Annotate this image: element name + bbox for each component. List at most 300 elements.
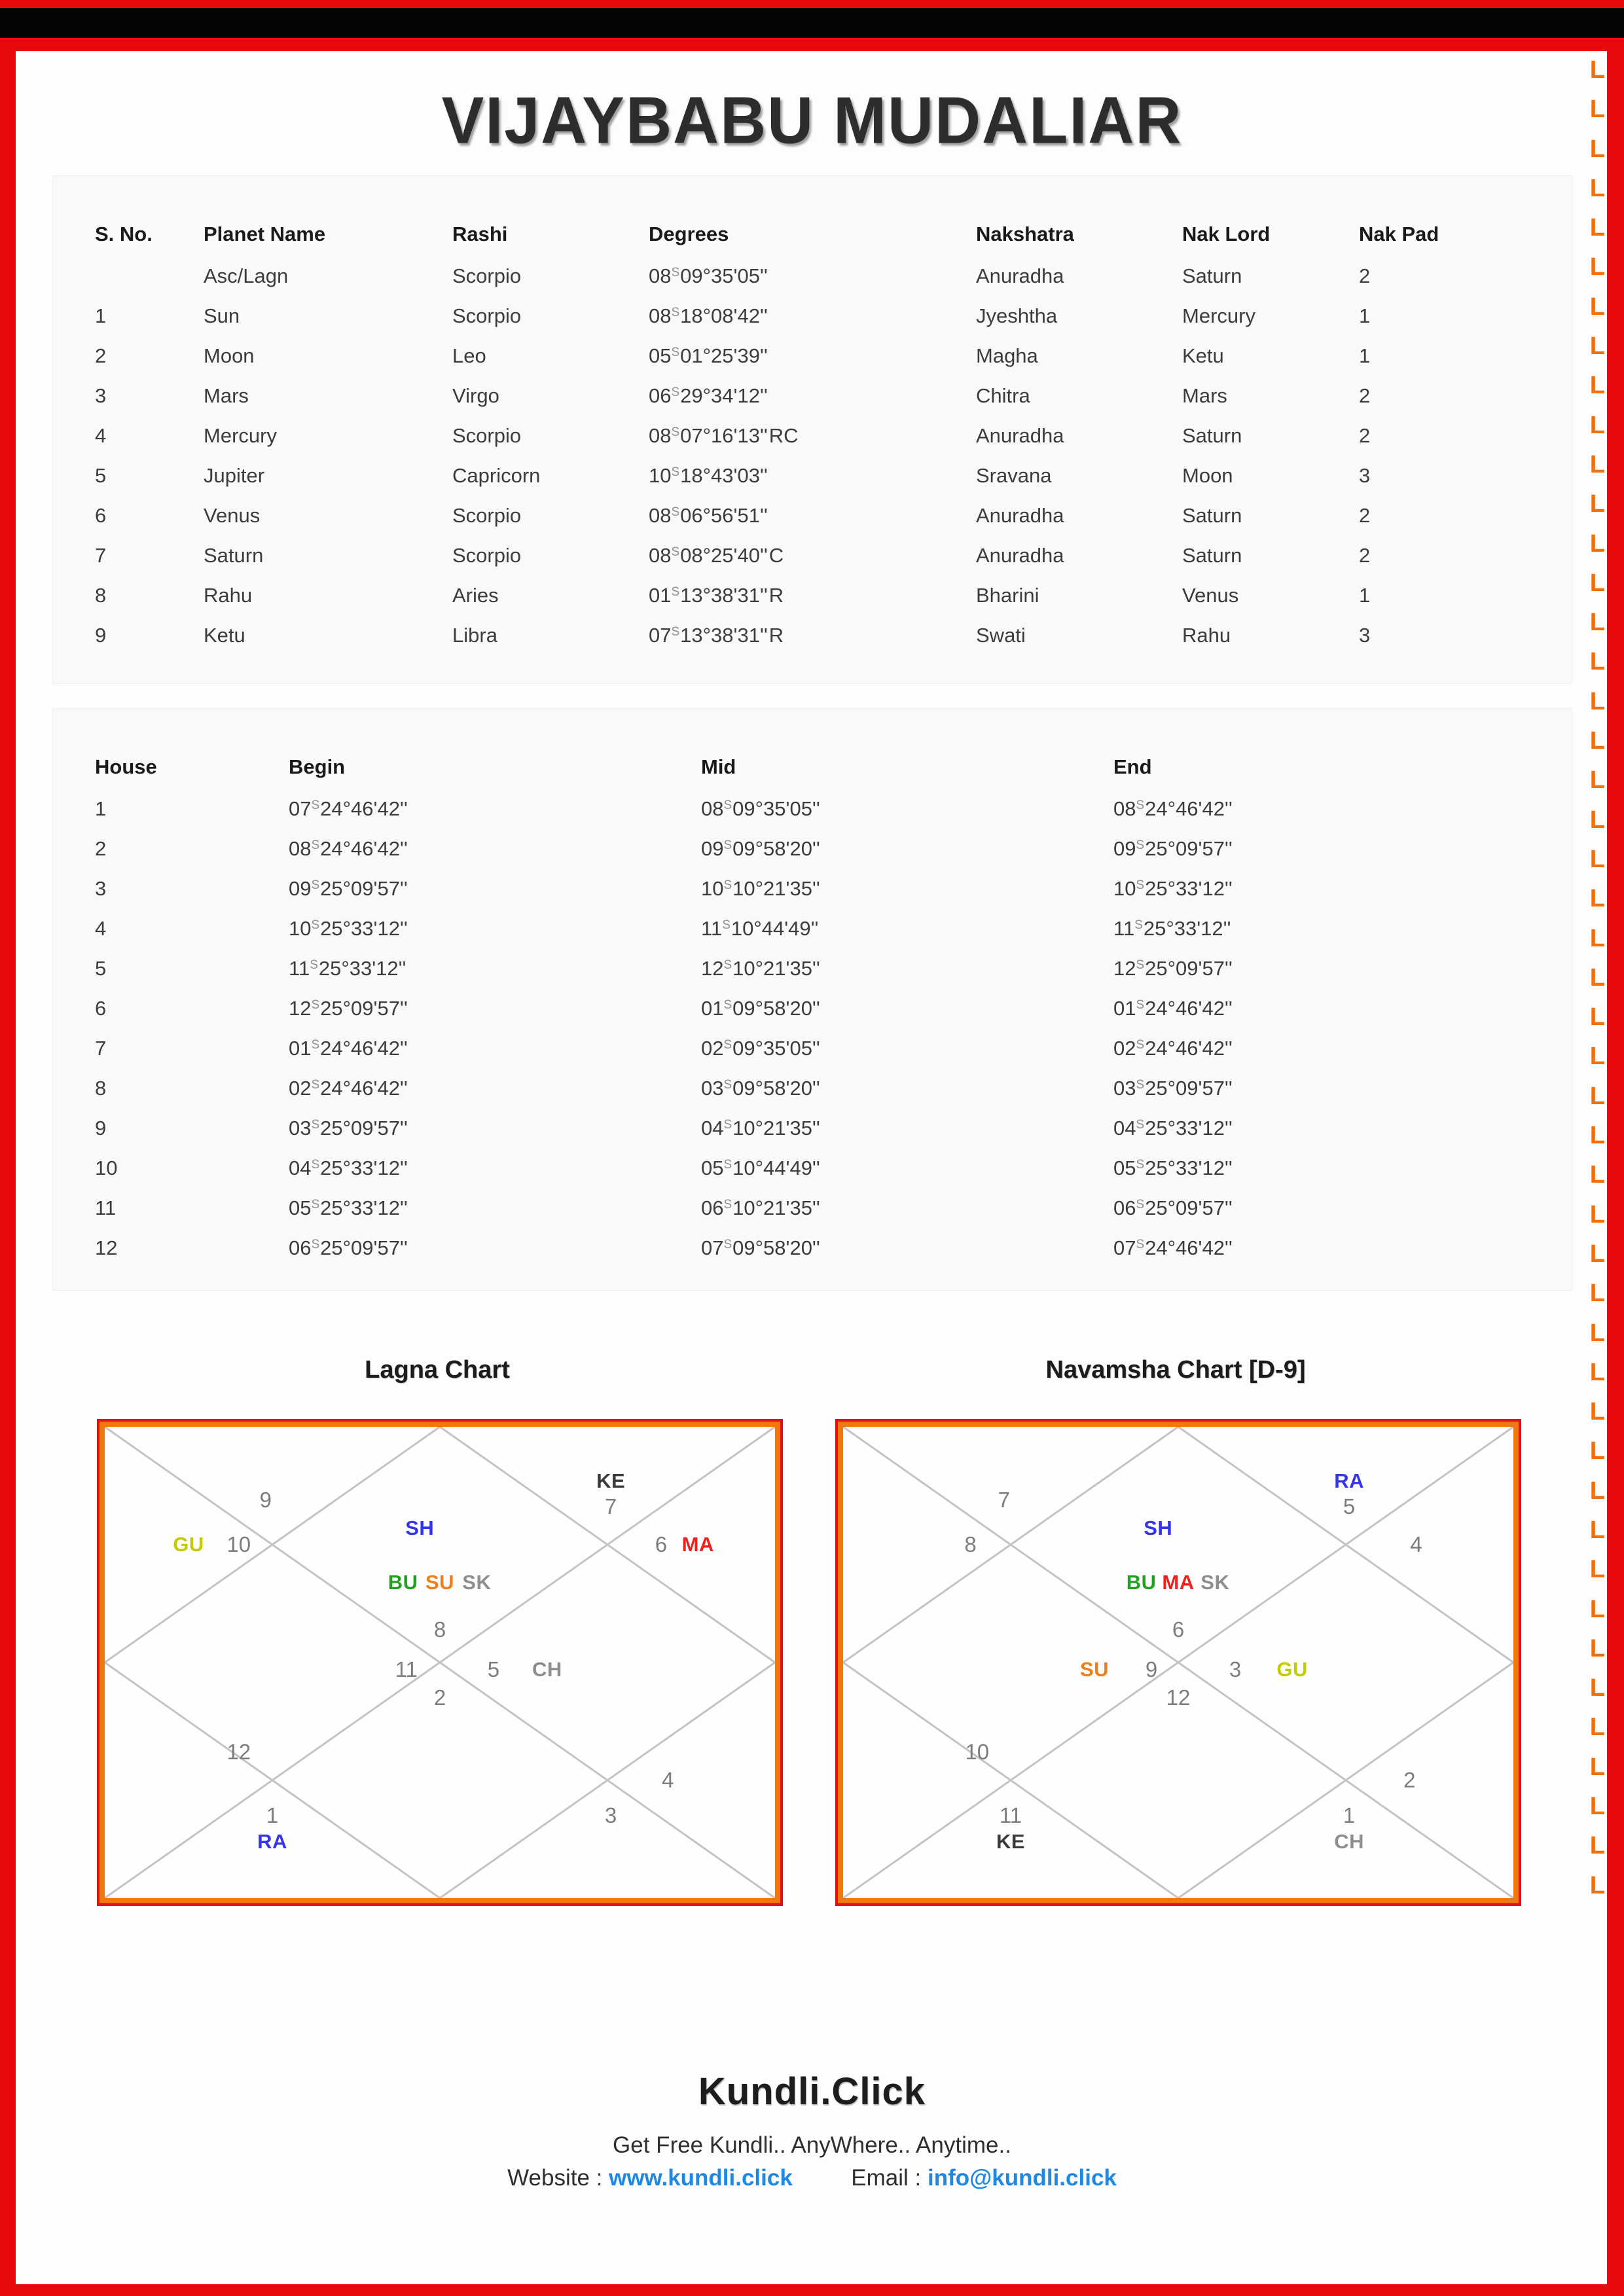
planet-cell-rashi: Aries <box>452 583 499 607</box>
edge-glyph: L <box>1589 1477 1605 1505</box>
planet-cell-nak-lord: Saturn <box>1182 423 1242 447</box>
house-cell-number: 7 <box>95 1036 107 1060</box>
house-cell-end: $10^S25^\circ 33'12''$ <box>1113 876 1233 900</box>
house-cell-end: $08^S24^\circ 46'42''$ <box>1113 797 1233 820</box>
house-cell-mid: $03^S09^\circ 58'20''$ <box>701 1076 820 1100</box>
planet-table-header-row <box>95 213 1559 256</box>
planet-cell-name: Jupiter <box>204 463 265 487</box>
planet-cell-name: Asc/Lagn <box>204 264 289 287</box>
house-table-header: Begin <box>289 755 346 778</box>
sign-superscript: S <box>311 1157 320 1172</box>
house-cell-end: $07^S24^\circ 46'42''$ <box>1113 1236 1233 1259</box>
planet-cell-nak-lord: Ketu <box>1182 344 1224 367</box>
sign-superscript: S <box>310 958 318 972</box>
sign-superscript: S <box>311 1237 320 1251</box>
planet-cell-nak-pad: 2 <box>1359 423 1371 447</box>
house-cell-mid: $02^S09^\circ 35'05''$ <box>701 1036 820 1060</box>
sign-superscript: S <box>671 425 680 439</box>
planet-cell-rashi: Scorpio <box>452 543 522 567</box>
house-cell-number: 11 <box>95 1196 117 1219</box>
chart-planet-label: SH <box>1144 1516 1173 1539</box>
house-cell-number: 3 <box>95 876 107 900</box>
email-label: Email : <box>851 2165 922 2191</box>
planet-cell-nakshatra: Anuradha <box>976 543 1064 567</box>
chart-house-number: 9 <box>259 1487 272 1512</box>
page-title: VIJAYBABU MUDALIAR <box>441 82 1183 158</box>
planet-cell-name: Sun <box>204 304 240 327</box>
planet-cell-degrees: $10^S18^\circ 43'03''$ <box>649 463 768 487</box>
sign-superscript: S <box>671 584 680 599</box>
chart-house-number: 8 <box>964 1532 977 1556</box>
house-table-row <box>95 829 1559 869</box>
planet-cell-nakshatra: Anuradha <box>976 423 1064 447</box>
planet-cell-nakshatra: Jyeshtha <box>976 304 1058 327</box>
house-cell-begin: $09^S25^\circ 09'57''$ <box>289 876 408 900</box>
sign-superscript: S <box>311 798 320 812</box>
house-table-row <box>95 789 1559 829</box>
website-link[interactable]: www.kundli.click <box>609 2165 793 2191</box>
house-cell-mid: $01^S09^\circ 58'20''$ <box>701 996 820 1020</box>
edge-glyph: L <box>1589 885 1605 913</box>
planet-cell-nak-pad: 2 <box>1359 264 1371 287</box>
sign-superscript: S <box>1136 1117 1145 1132</box>
planet-cell-degrees: $01^S13^\circ 38'31''R$ <box>649 583 784 607</box>
planet-cell-rashi: Scorpio <box>452 264 522 287</box>
planet-cell-sno: 5 <box>95 463 107 487</box>
sign-superscript: S <box>723 1037 732 1052</box>
house-cell-mid: $06^S10^\circ 21'35''$ <box>701 1196 820 1219</box>
planet-cell-nak-pad: 3 <box>1359 623 1371 647</box>
chart-house-number: 10 <box>226 1532 251 1556</box>
chart-house-number: 11 <box>999 1803 1022 1827</box>
planet-cell-nak-lord: Saturn <box>1182 543 1242 567</box>
chart-planet-label: MA <box>681 1533 714 1556</box>
planet-table-header: Planet Name <box>204 223 326 245</box>
chart-house-number: 2 <box>1403 1768 1416 1792</box>
footer-links <box>0 2165 1624 2191</box>
edge-glyph: L <box>1589 1674 1605 1702</box>
edge-glyph: L <box>1589 450 1605 478</box>
planet-cell-name: Mercury <box>204 423 277 447</box>
chart-planet-label: GU <box>173 1533 204 1556</box>
house-cell-mid: $05^S10^\circ 44'49''$ <box>701 1156 820 1179</box>
navamsha-chart-inner <box>838 1422 1519 1903</box>
sign-superscript: S <box>723 958 732 972</box>
footer-tagline: Get Free Kundli.. AnyWhere.. Anytime.. <box>613 2132 1011 2158</box>
planet-table-row <box>95 535 1559 575</box>
sign-superscript: S <box>723 1197 732 1211</box>
planet-table-header: Nakshatra <box>976 223 1074 245</box>
planet-cell-nakshatra: Chitra <box>976 384 1030 407</box>
chart-planet-label: CH <box>532 1657 562 1681</box>
planet-cell-nak-lord: Mercury <box>1182 304 1255 327</box>
edge-glyph: L <box>1589 648 1605 676</box>
chart-planet-label: BU <box>388 1570 418 1594</box>
sign-superscript: S <box>311 838 320 852</box>
house-cell-end: $12^S25^\circ 09'57''$ <box>1113 956 1233 980</box>
planet-cell-name: Mars <box>204 384 249 407</box>
sign-superscript: S <box>311 1117 320 1132</box>
sign-superscript: S <box>723 798 732 812</box>
planet-cell-nak-lord: Mars <box>1182 384 1227 407</box>
planet-table-header: Nak Pad <box>1359 223 1439 245</box>
edge-glyph: L <box>1589 766 1605 795</box>
sign-superscript: S <box>311 1077 320 1092</box>
house-cell-mid: $04^S10^\circ 21'35''$ <box>701 1116 820 1139</box>
planet-cell-nak-pad: 1 <box>1359 304 1371 327</box>
degree-suffix: R <box>768 583 784 607</box>
house-cell-end: $02^S24^\circ 46'42''$ <box>1113 1036 1233 1060</box>
planet-cell-nakshatra: Swati <box>976 623 1026 647</box>
edge-glyph: L <box>1589 1082 1605 1110</box>
edge-glyph: L <box>1589 1240 1605 1268</box>
frame-right <box>1607 0 1624 2296</box>
sign-superscript: S <box>671 465 680 479</box>
email-link[interactable]: info@kundli.click <box>927 2165 1117 2191</box>
planet-table-row <box>95 456 1559 495</box>
planet-cell-sno: 2 <box>95 344 107 367</box>
house-cell-begin: $08^S24^\circ 46'42''$ <box>289 836 408 860</box>
planet-cell-degrees: $08^S09^\circ 35'05''$ <box>649 264 768 287</box>
edge-glyph: L <box>1589 293 1605 321</box>
planet-cell-nak-lord: Saturn <box>1182 503 1242 527</box>
planet-cell-rashi: Scorpio <box>452 503 522 527</box>
house-table-header-row <box>95 745 1559 789</box>
edge-glyph: L <box>1589 214 1605 242</box>
house-cell-mid: $12^S10^\circ 21'35''$ <box>701 956 820 980</box>
frame-top-red-outer <box>0 0 1624 8</box>
sign-superscript: S <box>671 505 680 519</box>
sign-superscript: S <box>1136 997 1145 1012</box>
planet-cell-nak-pad: 2 <box>1359 503 1371 527</box>
planet-cell-nak-pad: 2 <box>1359 543 1371 567</box>
sign-superscript: S <box>311 1197 320 1211</box>
edge-glyph: L <box>1589 1793 1605 1821</box>
sign-superscript: S <box>723 1237 732 1251</box>
house-table <box>95 745 1559 1268</box>
edge-glyph: L <box>1589 727 1605 755</box>
house-cell-mid: $07^S09^\circ 58'20''$ <box>701 1236 820 1259</box>
planet-cell-nak-lord: Moon <box>1182 463 1233 487</box>
frame-top-red-inner <box>0 38 1624 51</box>
house-cell-begin: $12^S25^\circ 09'57''$ <box>289 996 408 1020</box>
planet-table-header: Rashi <box>452 223 508 245</box>
sign-superscript: S <box>1136 1197 1145 1211</box>
edge-glyph: L <box>1589 411 1605 439</box>
edge-glyph: L <box>1589 609 1605 637</box>
sign-superscript: S <box>723 838 732 852</box>
house-cell-number: 1 <box>95 797 107 820</box>
house-cell-mid: $11^S10^\circ 44'49''$ <box>701 916 819 940</box>
planet-table-row <box>95 416 1559 456</box>
house-table-row <box>95 1188 1559 1228</box>
edge-glyph: L <box>1589 253 1605 281</box>
sign-superscript: S <box>671 545 680 559</box>
planet-cell-name: Rahu <box>204 583 253 607</box>
sign-superscript: S <box>722 918 731 932</box>
planet-cell-nakshatra: Magha <box>976 344 1038 367</box>
planet-cell-nak-pad: 1 <box>1359 583 1371 607</box>
house-table-header: End <box>1113 755 1152 778</box>
lagna-chart-title: Lagna Chart <box>365 1356 510 1384</box>
planet-table-row <box>95 296 1559 336</box>
sign-superscript: S <box>723 878 732 892</box>
planet-cell-name: Saturn <box>204 543 264 567</box>
edge-glyph: L <box>1589 490 1605 518</box>
house-cell-begin: $07^S24^\circ 46'42''$ <box>289 797 408 820</box>
chart-house-number: 4 <box>1410 1532 1422 1556</box>
planet-cell-sno: 9 <box>95 623 107 647</box>
sign-superscript: S <box>671 624 680 639</box>
chart-house-number: 6 <box>655 1532 668 1556</box>
house-cell-begin: $11^S25^\circ 33'12''$ <box>289 956 406 980</box>
degree-suffix: RC <box>768 423 799 447</box>
chart-planet-label: MA <box>1162 1570 1195 1594</box>
edge-glyph: L <box>1589 135 1605 163</box>
edge-glyph: L <box>1589 1280 1605 1308</box>
chart-house-number: 2 <box>433 1685 446 1710</box>
house-cell-number: 12 <box>95 1236 118 1259</box>
chart-house-number: 7 <box>998 1487 1010 1512</box>
chart-planet-label: BU <box>1126 1570 1157 1594</box>
planet-table-row <box>95 615 1559 655</box>
chart-house-number: 1 <box>1343 1803 1356 1827</box>
chart-planet-label: SK <box>1200 1570 1230 1594</box>
frame-bottom <box>0 2284 1624 2296</box>
planet-cell-nak-lord: Rahu <box>1182 623 1231 647</box>
edge-glyph: L <box>1589 569 1605 597</box>
planet-cell-degrees: $05^S01^\circ 25'39''$ <box>649 344 768 367</box>
chart-house-number: 9 <box>1145 1657 1158 1681</box>
navamsha-chart-title: Navamsha Chart [D-9] <box>1045 1356 1306 1384</box>
house-cell-number: 10 <box>95 1156 118 1179</box>
edge-glyph: L <box>1589 529 1605 558</box>
house-cell-end: $03^S25^\circ 09'57''$ <box>1113 1076 1233 1100</box>
planet-cell-nakshatra: Sravana <box>976 463 1052 487</box>
planet-cell-nak-pad: 3 <box>1359 463 1371 487</box>
chart-house-number: 11 <box>395 1657 418 1681</box>
edge-glyph: L <box>1589 1634 1605 1662</box>
planet-cell-rashi: Scorpio <box>452 423 522 447</box>
chart-planet-label: KE <box>596 1469 626 1492</box>
house-cell-number: 6 <box>95 996 107 1020</box>
house-table-row <box>95 908 1559 948</box>
sign-superscript: S <box>723 1117 732 1132</box>
planet-cell-rashi: Virgo <box>452 384 499 407</box>
chart-house-number: 8 <box>433 1617 446 1641</box>
planet-cell-name: Ketu <box>204 623 245 647</box>
house-table-row <box>95 948 1559 988</box>
chart-planet-label: SU <box>425 1570 455 1594</box>
sign-superscript: S <box>1136 838 1145 852</box>
edge-glyph: L <box>1589 1358 1605 1386</box>
edge-glyph: L <box>1589 1043 1605 1071</box>
website-label: Website : <box>507 2165 603 2191</box>
house-cell-begin: $10^S25^\circ 33'12''$ <box>289 916 408 940</box>
edge-glyph: L <box>1589 96 1605 124</box>
chart-planet-label: SU <box>1079 1657 1110 1681</box>
planet-cell-name: Moon <box>204 344 255 367</box>
planet-cell-name: Venus <box>204 503 261 527</box>
house-table-row <box>95 1108 1559 1148</box>
sign-superscript: S <box>1136 878 1145 892</box>
chart-house-number: 1 <box>266 1803 279 1827</box>
planet-cell-sno: 6 <box>95 503 107 527</box>
house-cell-number: 8 <box>95 1076 107 1100</box>
chart-planet-label: CH <box>1334 1829 1364 1853</box>
house-table-row <box>95 1028 1559 1068</box>
planet-table-header: S. No. <box>95 223 153 245</box>
sign-superscript: S <box>671 305 680 319</box>
chart-house-number: 5 <box>1343 1494 1356 1519</box>
house-table-header: House <box>95 755 157 778</box>
planet-table-row <box>95 376 1559 416</box>
house-table-row <box>95 1068 1559 1108</box>
edge-glyph: L <box>1589 332 1605 361</box>
edge-glyph: L <box>1589 924 1605 952</box>
planet-table-row <box>95 575 1559 615</box>
footer-brand: Kundli.Click <box>698 2070 926 2113</box>
planet-cell-nak-lord: Venus <box>1182 583 1239 607</box>
sign-superscript: S <box>1136 1077 1145 1092</box>
planet-cell-nakshatra: Bharini <box>976 583 1039 607</box>
sign-superscript: S <box>1134 918 1143 932</box>
edge-glyph: L <box>1589 806 1605 834</box>
planet-cell-rashi: Libra <box>452 623 497 647</box>
house-cell-end: $01^S24^\circ 46'42''$ <box>1113 996 1233 1020</box>
planet-cell-sno: 1 <box>95 304 107 327</box>
sign-superscript: S <box>671 345 680 359</box>
planet-cell-degrees: $07^S13^\circ 38'31''R$ <box>649 623 784 647</box>
planet-cell-sno: 3 <box>95 384 107 407</box>
house-cell-number: 5 <box>95 956 107 980</box>
sign-superscript: S <box>311 918 320 932</box>
edge-glyph: L <box>1589 58 1605 84</box>
house-cell-begin: $03^S25^\circ 09'57''$ <box>289 1116 408 1139</box>
chart-house-number: 10 <box>965 1739 990 1764</box>
house-cell-begin: $05^S25^\circ 33'12''$ <box>289 1196 408 1219</box>
edge-glyph: L <box>1589 1437 1605 1465</box>
sign-superscript: S <box>311 997 320 1012</box>
planet-cell-nakshatra: Anuradha <box>976 503 1064 527</box>
edge-glyph: L <box>1589 1122 1605 1150</box>
planet-cell-nakshatra: Anuradha <box>976 264 1064 287</box>
sign-superscript: S <box>1136 1157 1145 1172</box>
chart-house-number: 12 <box>226 1739 251 1764</box>
frame-left <box>0 0 16 2296</box>
navamsha-chart <box>835 1419 1521 1906</box>
edge-glyph: L <box>1589 845 1605 873</box>
house-cell-number: 4 <box>95 916 107 940</box>
sign-superscript: S <box>671 265 680 279</box>
house-cell-end: $06^S25^\circ 09'57''$ <box>1113 1196 1233 1219</box>
planet-table-header: Nak Lord <box>1182 223 1271 245</box>
sign-superscript: S <box>723 997 732 1012</box>
planet-table-row <box>95 336 1559 376</box>
house-cell-end: $09^S25^\circ 09'57''$ <box>1113 836 1233 860</box>
edge-glyph: L <box>1589 1871 1605 1898</box>
planet-cell-rashi: Capricorn <box>452 463 541 487</box>
edge-glyph: L <box>1589 1200 1605 1229</box>
sign-superscript: S <box>1136 1237 1145 1251</box>
planet-cell-degrees: $08^S18^\circ 08'42''$ <box>649 304 768 327</box>
house-table-row <box>95 869 1559 908</box>
edge-glyph: L <box>1589 1753 1605 1781</box>
chart-house-number: 7 <box>604 1494 617 1519</box>
lagna-chart-inner <box>99 1422 780 1903</box>
edge-glyph: L <box>1589 372 1605 400</box>
chart-planet-label: SH <box>405 1516 435 1539</box>
planet-cell-sno: 8 <box>95 583 107 607</box>
edge-glyph: L <box>1589 687 1605 715</box>
chart-house-number: 3 <box>1229 1657 1242 1681</box>
edge-glyph: L <box>1589 1595 1605 1623</box>
planet-table-row <box>95 256 1559 296</box>
house-cell-begin: $04^S25^\circ 33'12''$ <box>289 1156 408 1179</box>
degree-suffix: C <box>768 543 784 567</box>
chart-house-number: 4 <box>661 1768 674 1792</box>
house-cell-number: 9 <box>95 1116 107 1139</box>
house-table-row <box>95 1228 1559 1268</box>
edge-glyph: L <box>1589 1713 1605 1742</box>
house-cell-number: 2 <box>95 836 107 860</box>
chart-house-number: 5 <box>487 1657 500 1681</box>
edge-glyph: L <box>1589 1319 1605 1347</box>
planet-cell-sno: 7 <box>95 543 107 567</box>
house-cell-end: $05^S25^\circ 33'12''$ <box>1113 1156 1233 1179</box>
planet-cell-degrees: $08^S08^\circ 25'40''C$ <box>649 543 784 567</box>
edge-glyph: L <box>1589 1398 1605 1426</box>
edge-glyph: L <box>1589 1556 1605 1584</box>
planet-table-row <box>95 495 1559 535</box>
house-cell-begin: $06^S25^\circ 09'57''$ <box>289 1236 408 1259</box>
planet-cell-degrees: $06^S29^\circ 34'12''$ <box>649 384 768 407</box>
planet-table-card <box>52 175 1572 684</box>
sign-superscript: S <box>311 1037 320 1052</box>
house-cell-begin: $01^S24^\circ 46'42''$ <box>289 1036 408 1060</box>
planet-cell-nak-pad: 1 <box>1359 344 1371 367</box>
edge-glyph: L <box>1589 174 1605 202</box>
house-cell-mid: $10^S10^\circ 21'35''$ <box>701 876 820 900</box>
chart-grid-lines <box>843 1427 1513 1898</box>
chart-grid-lines <box>105 1427 775 1898</box>
chart-planet-label: KE <box>996 1829 1026 1853</box>
house-cell-end: $11^S25^\circ 33'12''$ <box>1113 916 1231 940</box>
chart-house-number: 3 <box>604 1803 617 1827</box>
edge-glyph: L <box>1589 1832 1605 1860</box>
planet-cell-rashi: Leo <box>452 344 486 367</box>
edge-glyph: L <box>1589 1161 1605 1189</box>
sign-superscript: S <box>311 878 320 892</box>
right-edge-decoration <box>1575 58 1605 1898</box>
sign-superscript: S <box>1136 958 1145 972</box>
lagna-chart <box>97 1419 783 1906</box>
planet-cell-sno: 4 <box>95 423 107 447</box>
house-cell-mid: $08^S09^\circ 35'05''$ <box>701 797 820 820</box>
house-table-row <box>95 1148 1559 1188</box>
sign-superscript: S <box>723 1157 732 1172</box>
chart-house-number: 6 <box>1172 1617 1185 1641</box>
sign-superscript: S <box>1136 798 1145 812</box>
chart-house-number: 12 <box>1166 1685 1191 1710</box>
chart-planet-label: RA <box>1334 1469 1364 1492</box>
planet-table-header: Degrees <box>649 223 729 245</box>
edge-glyph: L <box>1589 963 1605 992</box>
house-table-header: Mid <box>701 755 736 778</box>
planet-cell-nak-pad: 2 <box>1359 384 1371 407</box>
degree-suffix: R <box>768 623 784 647</box>
house-cell-begin: $02^S24^\circ 46'42''$ <box>289 1076 408 1100</box>
